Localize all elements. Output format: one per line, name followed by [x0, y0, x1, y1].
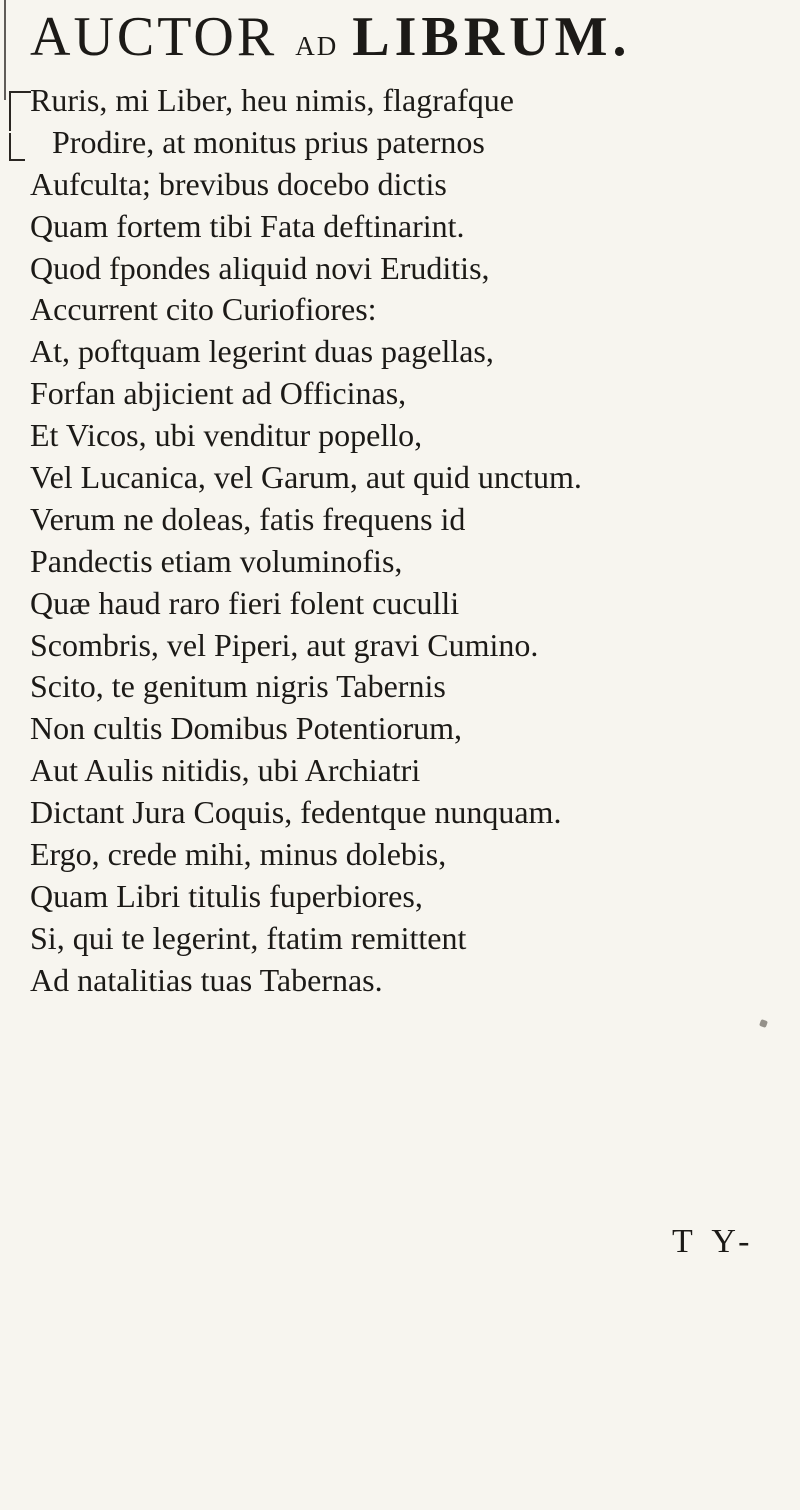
- verse-line: Vel Lucanica, vel Garum, aut quid unctum.: [30, 459, 582, 496]
- verse-line: Aut Aulis nitidis, ubi Archiatri: [30, 752, 421, 789]
- verse-line: Dictant Jura Coquis, fedentque nunquam.: [30, 794, 562, 831]
- verse-line: Scito, te genitum nigris Tabernis: [30, 668, 446, 705]
- verse-line: Quod fpondes aliquid novi Eruditis,: [30, 249, 490, 286]
- title-word-ad: AD: [295, 31, 339, 61]
- verse-line: Pandectis etiam voluminofis,: [30, 542, 403, 579]
- ink-smudge: [759, 1019, 768, 1028]
- left-margin-rule: [4, 0, 6, 100]
- verse-line: Quæ haud raro fieri folent cuculli: [30, 584, 460, 621]
- bracket-ornament-lower: [9, 133, 25, 161]
- catchword: T Y-: [672, 1223, 756, 1260]
- title-word-librum: LIBRUM.: [352, 6, 632, 68]
- verse-line: Aufculta; brevibus docebo dictis: [30, 165, 447, 202]
- page-title: [30, 2, 790, 81]
- title-word-auctor: AUCTOR: [30, 6, 278, 68]
- verse-line: Ad natalitias tuas Tabernas.: [30, 961, 383, 998]
- verse-line: Et Vicos, ubi venditur popello,: [30, 417, 423, 454]
- verse-line: Quam fortem tibi Fata deftinarint.: [30, 207, 465, 244]
- verse-line: Forfan abjicient ad Officinas,: [30, 375, 407, 412]
- verse-line: At, poftquam legerint duas pagellas,: [30, 333, 494, 370]
- verse-line: Prodire, at monitus prius paternos: [52, 123, 485, 160]
- verse-line: Si, qui te legerint, ftatim remittent: [30, 919, 467, 956]
- verse-line: Verum ne doleas, fatis frequens id: [30, 500, 466, 537]
- verse-line: Non cultis Domibus Potentiorum,: [30, 710, 462, 747]
- verse-line: Quam Libri titulis fuperbiores,: [30, 877, 423, 914]
- verse-line: Ruris, mi Liber, heu nimis, flagrafque: [30, 82, 514, 118]
- bracket-ornament: [9, 91, 31, 131]
- verse-line: Accurrent cito Curiofiores:: [30, 291, 377, 328]
- verse-line: Scombris, vel Piperi, aut gravi Cumino.: [30, 626, 539, 663]
- poem: [30, 80, 798, 1002]
- verse-line: Ergo, crede mihi, minus dolebis,: [30, 836, 447, 873]
